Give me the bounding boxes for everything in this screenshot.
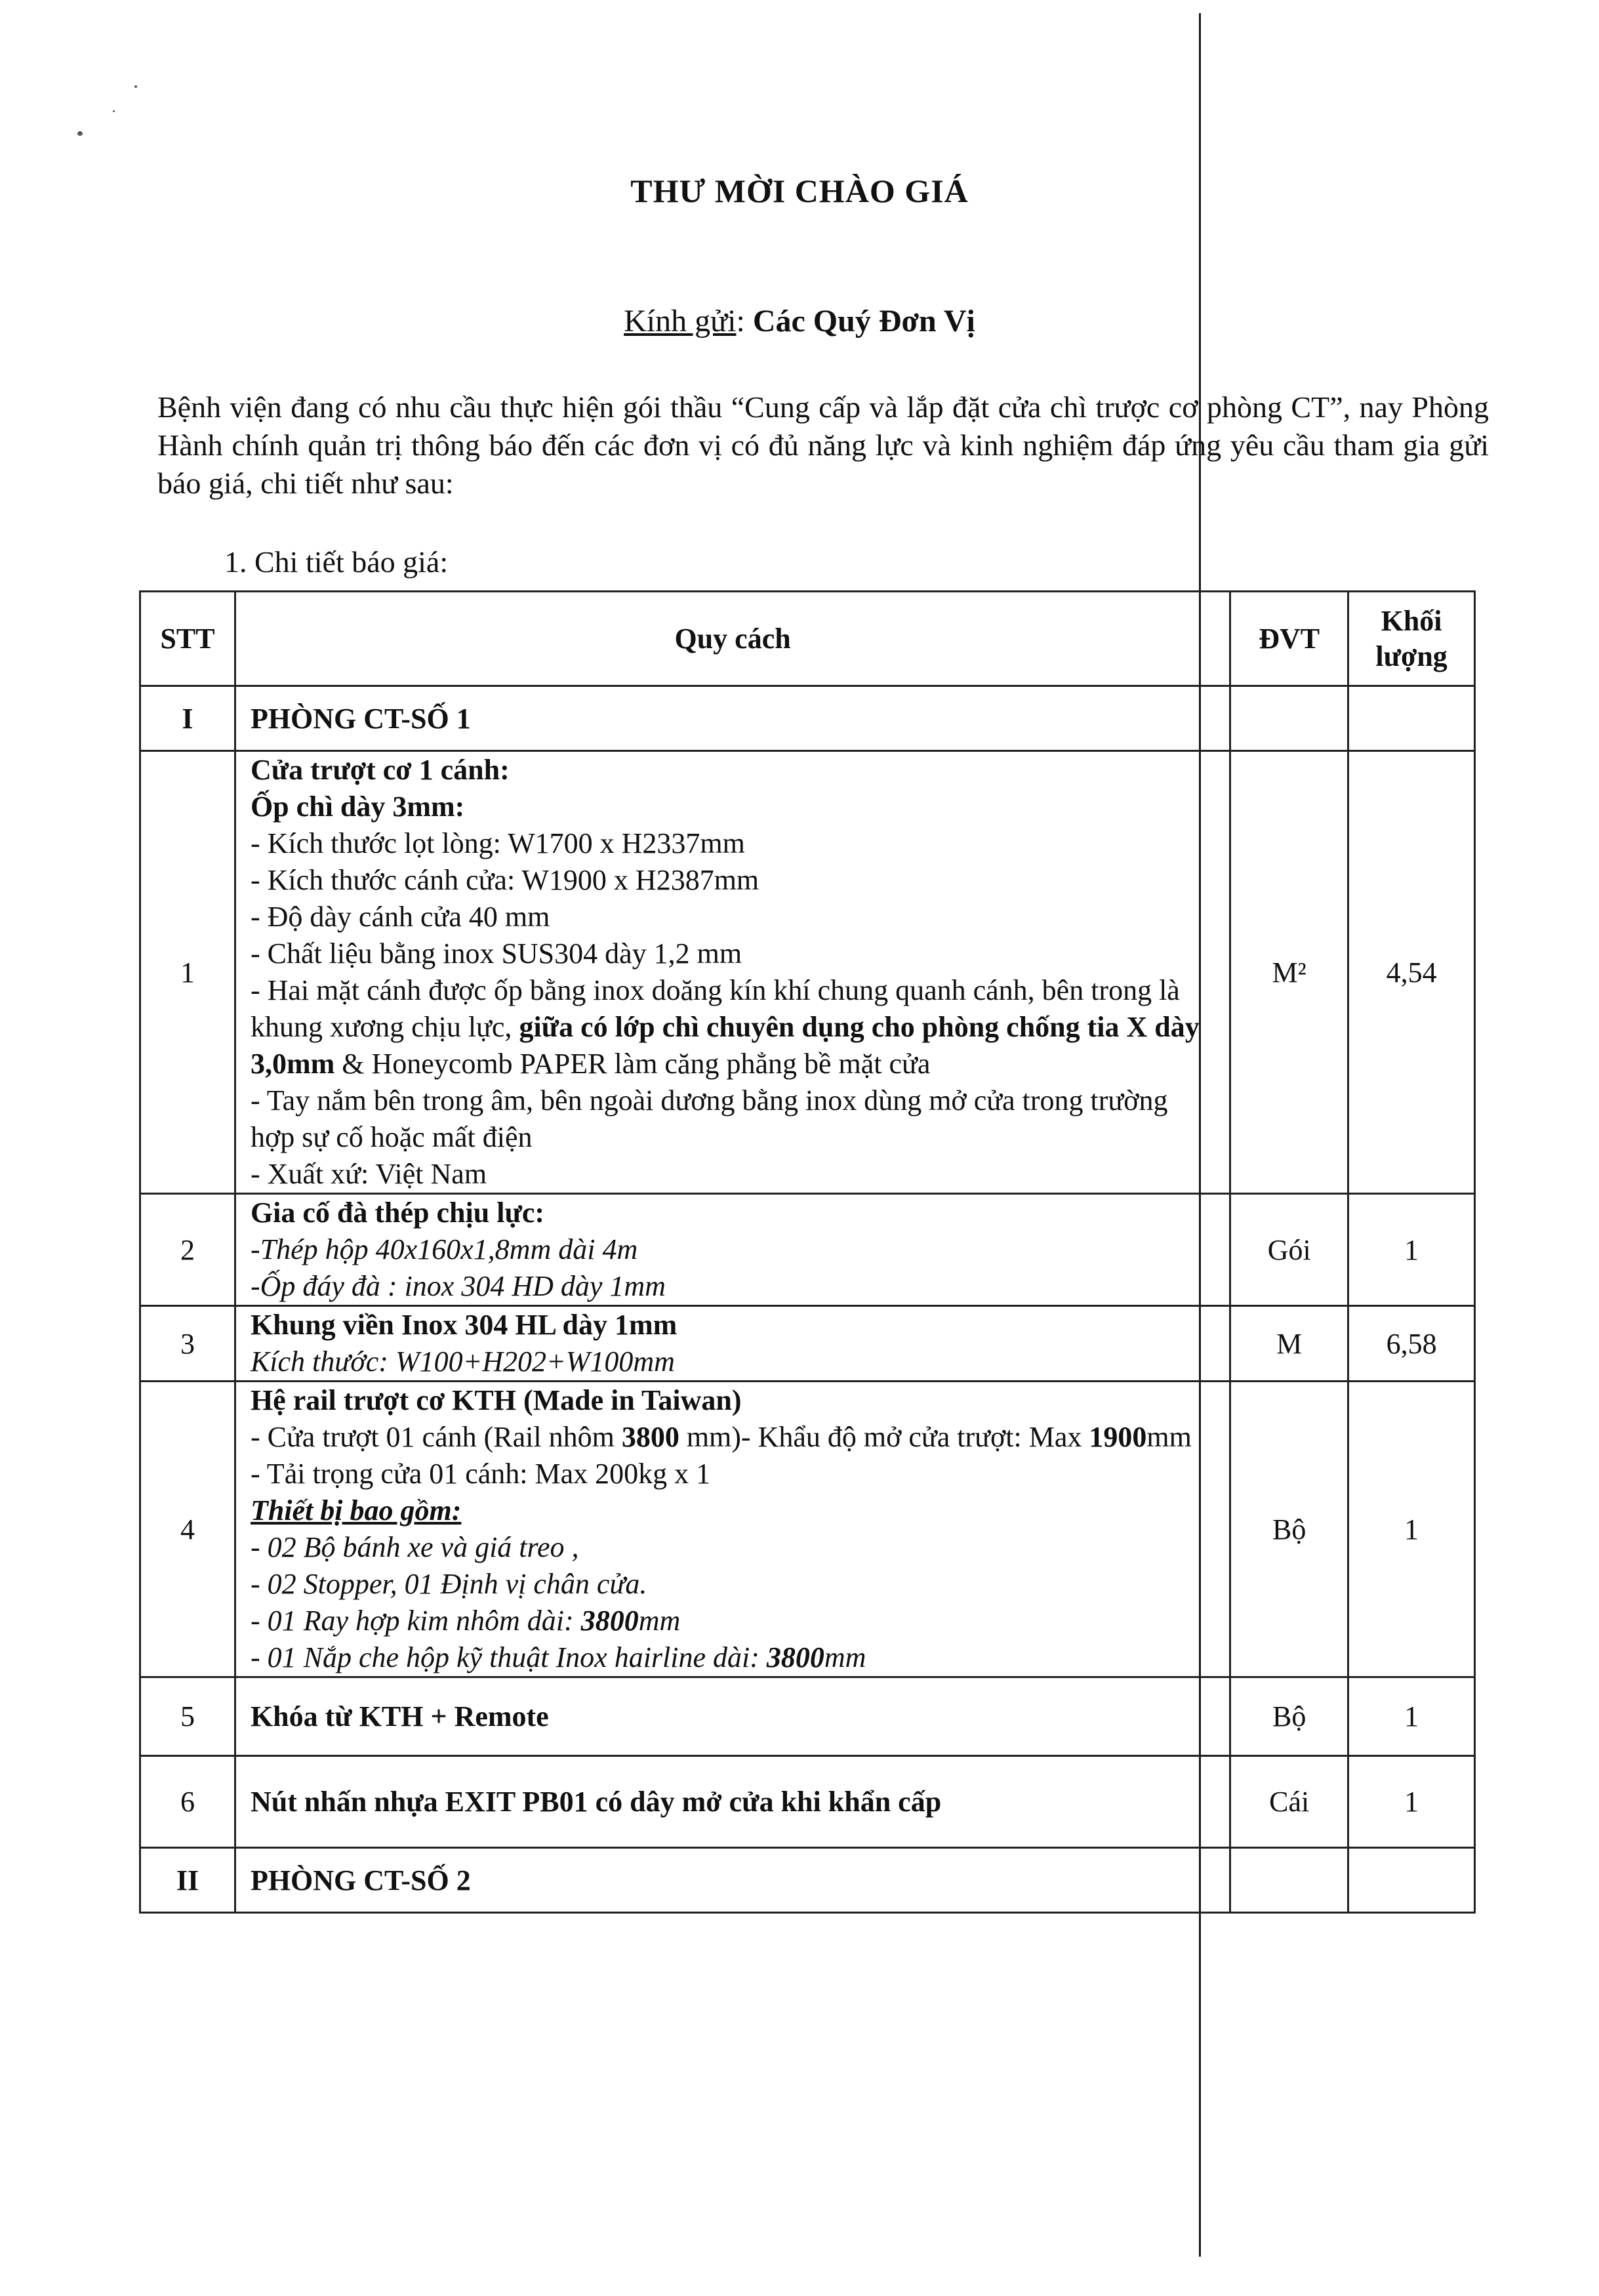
header-spec: Quy cách	[235, 592, 1230, 686]
row-stt: 5	[140, 1677, 235, 1756]
table-row	[140, 1382, 1475, 1677]
section-row-2	[140, 1848, 1475, 1913]
row-qty: 1	[1348, 1382, 1475, 1677]
row-stt: 3	[140, 1306, 235, 1382]
section-stt: II	[140, 1848, 235, 1913]
section-name: PHÒNG CT-SỐ 2	[235, 1848, 1230, 1913]
section-unit	[1230, 686, 1348, 751]
row-qty: 6,58	[1348, 1306, 1475, 1382]
section-unit	[1230, 1848, 1348, 1913]
table-row	[140, 1756, 1475, 1848]
table-header-row	[140, 592, 1475, 686]
header-stt: STT	[140, 592, 235, 686]
document-title: THƯ MỜI CHÀO GIÁ	[630, 173, 969, 209]
row-spec: Khung viền Inox 304 HL dày 1mm Kích thước: W100+H202+W100mm	[235, 1306, 1230, 1382]
table-row	[140, 1306, 1475, 1382]
row-qty: 1	[1348, 1677, 1475, 1756]
intro-paragraph: Bệnh viện đang có nhu cầu thực hiện gói thầu “Cung cấp và lắp đặt cửa chì trược cơ phòng CT”, nay Phòng Hành chính quản trị thông báo đến các đơn vị có đủ năng lực và kinh nghiệm đáp ứng yêu cầu tham gia gửi báo giá, chi tiết như sau:	[157, 390, 1489, 500]
row-spec: Cửa trượt cơ 1 cánh: Ốp chì dày 3mm: - Kích thước lọt lòng: W1700 x H2337mm - Kích thước cánh cửa: W1900 x H2387mm - Độ dày cánh cửa 40 mm - Chất liệu bằng inox SUS304 dày 1,2 mm - Hai mặt cánh được ốp bằng inox doăng kín khí chung quanh cánh, bên trong là khung xương chịu lực, giữa có lớp chì chuyên dụng cho phòng chống tia X dày 3,0mm & Honeycomb PAPER làm căng phẳng bề mặt cửa - Tay nắm bên trong âm, bên ngoài dương bằng inox dùng mở cửa trong trường hợp sự cố hoặc mất điện - Xuất xứ: Việt Nam	[235, 751, 1230, 1194]
section-qty	[1348, 1848, 1475, 1913]
section-row-1	[140, 686, 1475, 751]
scan-speck	[134, 85, 137, 88]
row-stt: 2	[140, 1194, 235, 1306]
row-stt: 1	[140, 751, 235, 1194]
row-spec: Hệ rail trượt cơ KTH (Made in Taiwan) - Cửa trượt 01 cánh (Rail nhôm 3800 mm)- Khẩu độ mở cửa trượt: Max 1900mm - Tải trọng cửa 01 cánh: Max 200kg x 1 Thiết bị bao gồm: - 02 Bộ bánh xe và giá treo , - 02 Stopper, 01 Định vị chân cửa. - 01 Ray hợp kim nhôm dài: 3800mm - 01 Nắp che hộp kỹ thuật Inox hairline dài: 3800mm	[235, 1382, 1230, 1677]
header-unit: ĐVT	[1230, 592, 1348, 686]
row-spec: Nút nhấn nhựa EXIT PB01 có dây mở cửa khi khẩn cấp	[235, 1756, 1230, 1848]
scan-speck	[77, 131, 83, 136]
row-stt: 6	[140, 1756, 235, 1848]
row-unit: Bộ	[1230, 1382, 1348, 1677]
row-spec: Gia cố đà thép chịu lực: -Thép hộp 40x160x1,8mm dài 4m -Ốp đáy đà : inox 304 HD dày 1mm	[235, 1194, 1230, 1306]
row-unit: Cái	[1230, 1756, 1348, 1848]
table-row	[140, 751, 1475, 1194]
row-stt: 4	[140, 1382, 235, 1677]
greeting-line: Kính gửi: Các Quý Đơn Vị	[624, 304, 975, 338]
row-qty: 1	[1348, 1756, 1475, 1848]
greeting-recipient: Các Quý Đơn Vị	[752, 304, 975, 338]
scan-speck	[113, 110, 115, 112]
table-row	[140, 1677, 1475, 1756]
row-unit: Bộ	[1230, 1677, 1348, 1756]
table-row	[140, 1194, 1475, 1306]
row-spec: Khóa từ KTH + Remote	[235, 1677, 1230, 1756]
section-heading: 1. Chi tiết báo giá:	[224, 545, 449, 579]
row-unit: Gói	[1230, 1194, 1348, 1306]
quotation-table	[139, 590, 1476, 1914]
section-qty	[1348, 686, 1475, 751]
greeting-label: Kính gửi	[624, 304, 737, 338]
row-unit: M²	[1230, 751, 1348, 1194]
row-qty: 1	[1348, 1194, 1475, 1306]
header-qty: Khối lượng	[1348, 592, 1475, 686]
section-name: PHÒNG CT-SỐ 1	[235, 686, 1230, 751]
row-qty: 4,54	[1348, 751, 1475, 1194]
section-stt: I	[140, 686, 235, 751]
row-unit: M	[1230, 1306, 1348, 1382]
